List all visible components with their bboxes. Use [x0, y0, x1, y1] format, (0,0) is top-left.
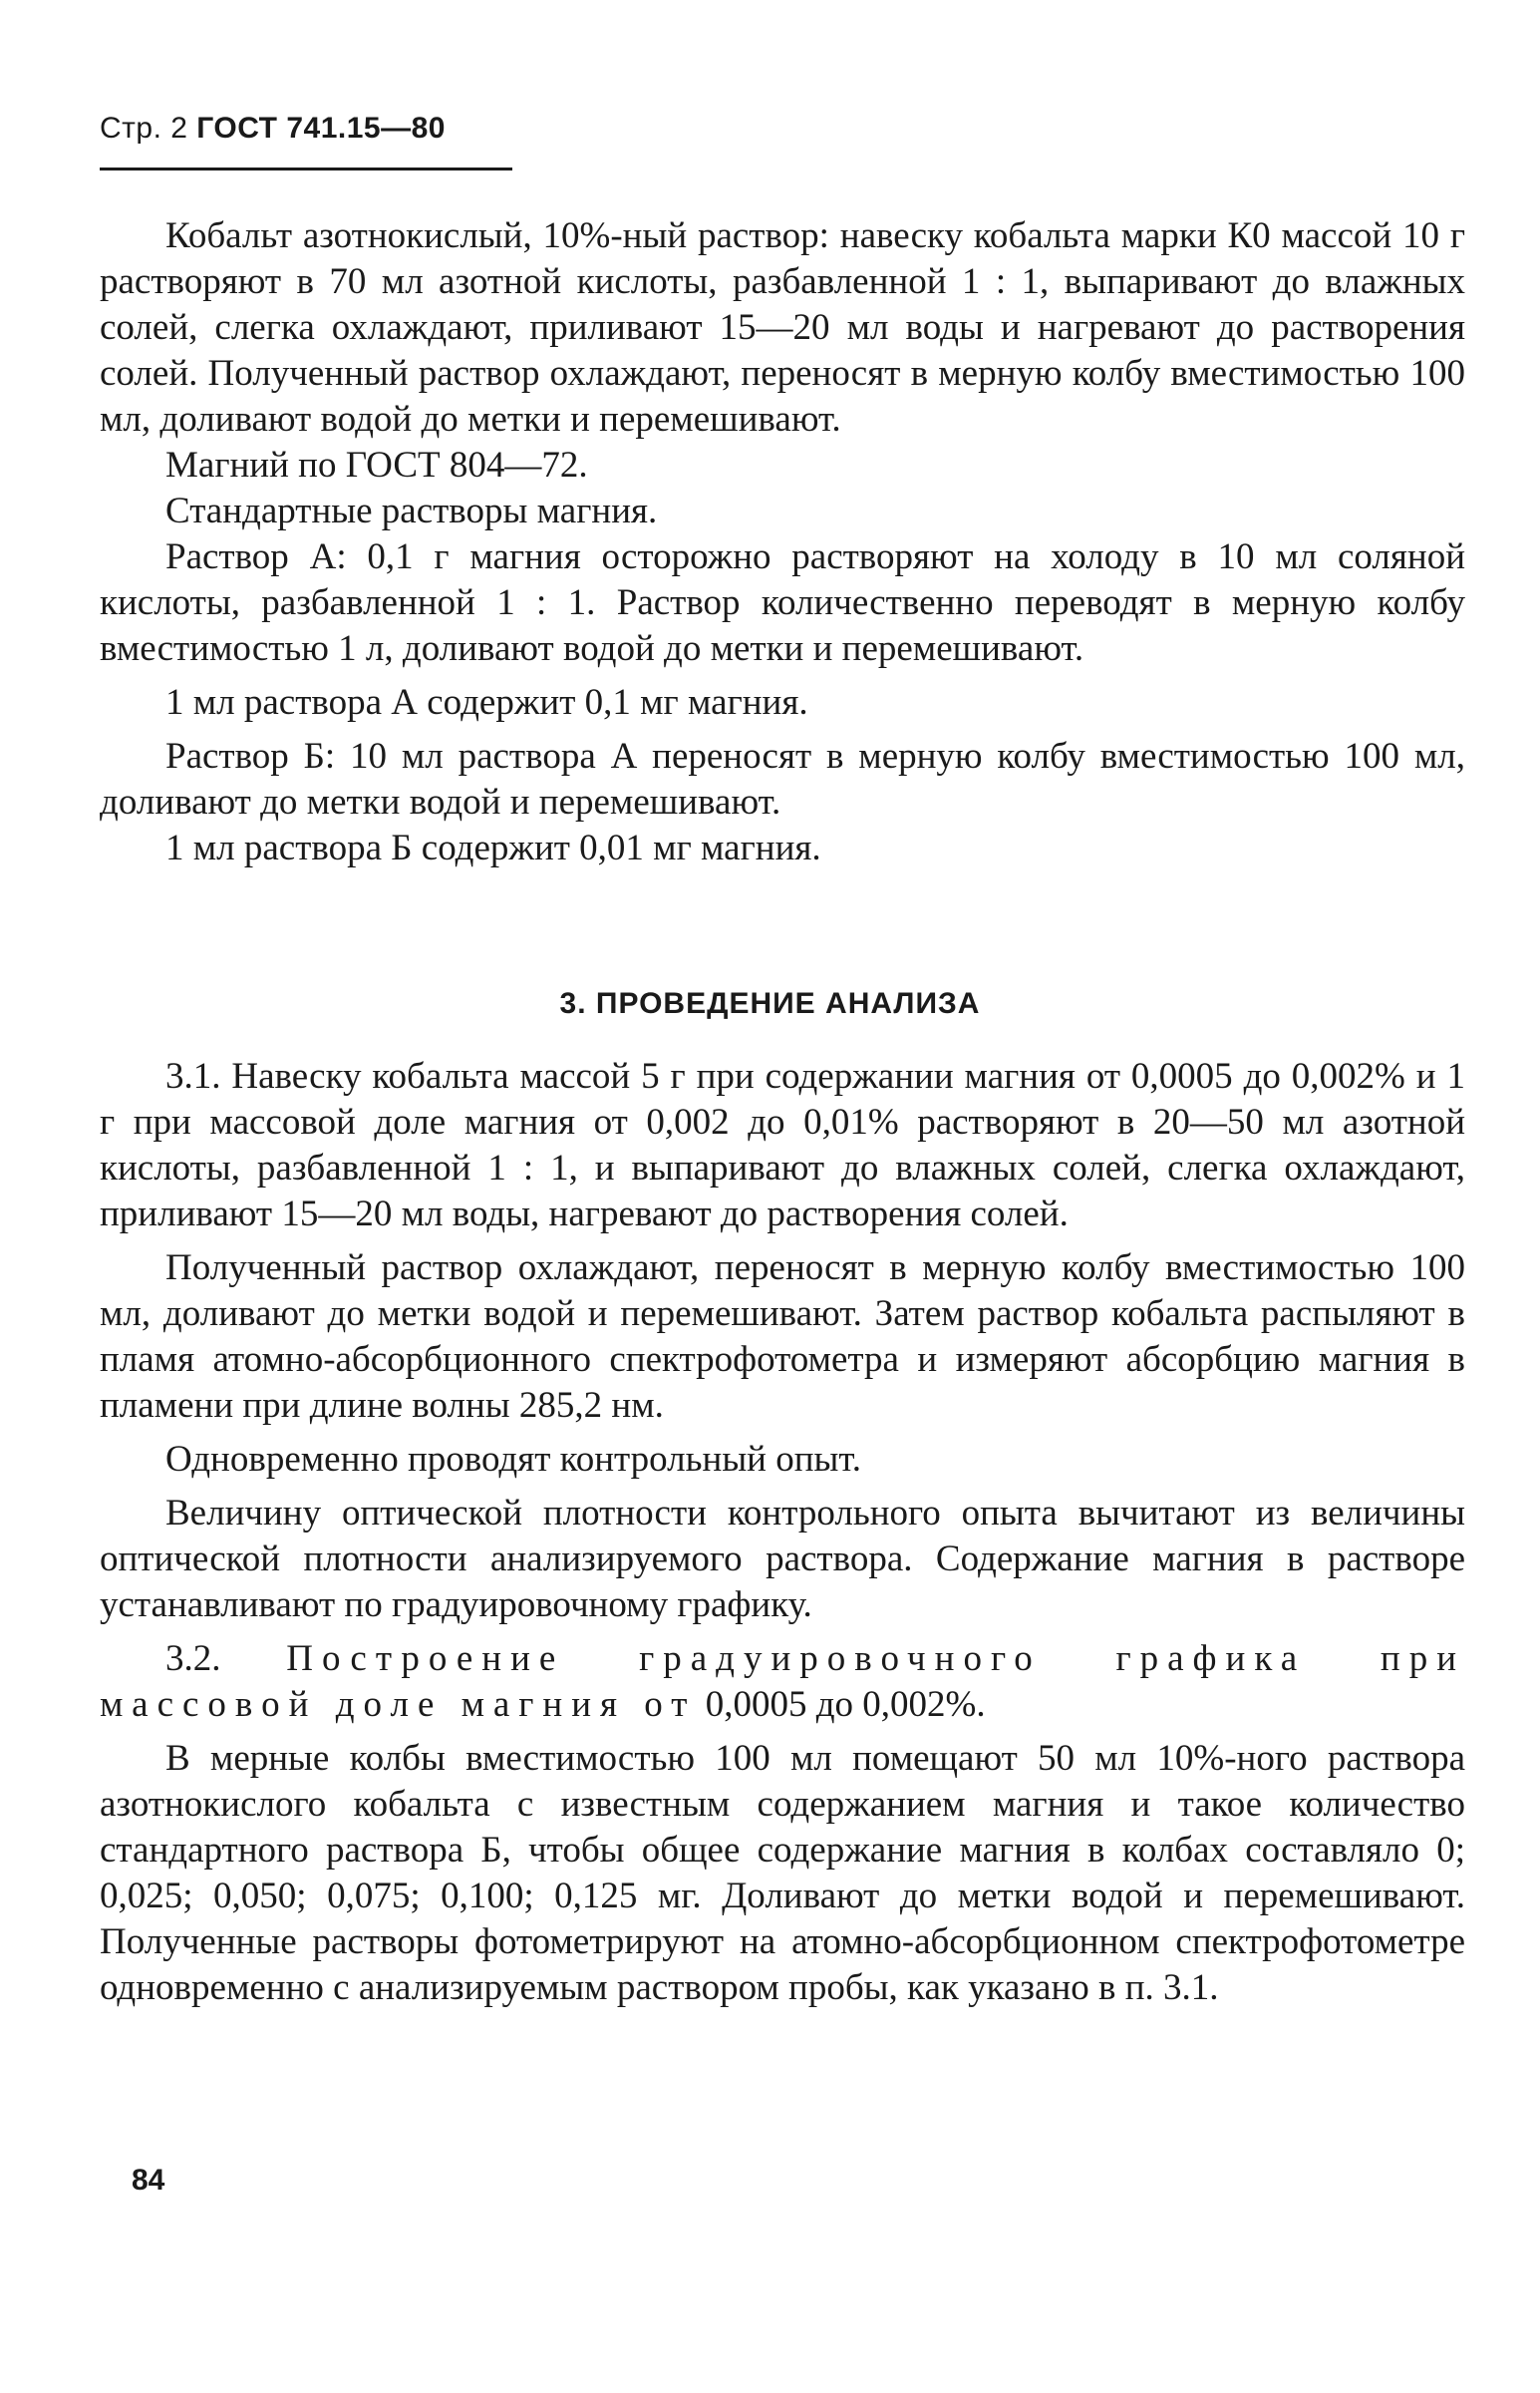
paragraph-solution-a-content: 1 мл раствора А содержит 0,1 мг магния. [165, 682, 808, 723]
page-number: 84 [132, 2164, 165, 2197]
paragraph-3-1-continued: Полученный раствор охлаждают, переносят в мерную колбу вместимостью 100 мл, доливают до метки водой и перемешивают. Затем раствор кобальта распыляют в пламя атомно-абсорбционного спектрофотометра и измеряют абсорбцию магния в пламени при длине волны 285,2 нм. [100, 1247, 1465, 1426]
paragraph-solution-b-content: 1 мл раствора Б содержит 0,01 мг магния. [165, 828, 821, 868]
section-title: 3. ПРОВЕДЕНИЕ АНАЛИЗА [559, 987, 981, 1020]
paragraph-control-test: Одновременно проводят контрольный опыт. [165, 1439, 862, 1480]
paragraph-standard-solutions: Стандартные растворы магния. [165, 491, 658, 531]
analysis-block [100, 1054, 1465, 2011]
paragraph-optical-density: Величину оптической плотности контрольного опыта вычитают из величины оптической плотности анализируемого раствора. Содержание магния в растворе устанавливают по градуировочному графику. [100, 1493, 1465, 1625]
clause-range: 0,0005 до 0,002%. [705, 1684, 986, 1725]
document-id: ГОСТ 741.15—80 [196, 112, 446, 145]
paragraph-3-1: 3.1. Навеску кобальта массой 5 г при содержании магния от 0,0005 до 0,002% и 1 г при массовой доле магния от 0,002 до 0,01% растворяют в 20—50 мл азотной кислоты, разбавленной 1 : 1, и выпаривают до влажных солей, слегка охлаждают, приливают 15—20 мл воды, нагревают до растворения солей. [100, 1056, 1465, 1234]
reagents-block [100, 213, 1465, 871]
clause-number: 3.2. [165, 1638, 221, 1679]
paragraph-3-2-heading [100, 1636, 1465, 1728]
page-label: Стр. 2 [100, 112, 188, 145]
paragraph-solution-b: Раствор Б: 10 мл раствора А переносят в мерную колбу вместимостью 100 мл, доливают до метки водой и перемешивают. [100, 736, 1465, 823]
paragraph-solution-a: Раствор А: 0,1 г магния осторожно растворяют на холоду в 10 мл соляной кислоты, разбавленной 1 : 1. Раствор количественно переводят в мерную колбу вместимостью 1 л, доливают водой до метки и перемешивают. [100, 536, 1465, 669]
clause-spaced-title: Построение градуировочного графика при массовой доле магния от [100, 1638, 1466, 1725]
header-rule [100, 168, 512, 171]
running-header [100, 112, 446, 146]
paragraph-cobalt-nitrate: Кобальт азотнокислый, 10%-ный раствор: навеску кобальта марки К0 массой 10 г растворяют в 70 мл азотной кислоты, разбавленной 1 : 1, выпаривают до влажных солей, слегка охлаждают, приливают 15—20 мл воды и нагревают до растворения солей. Полученный раствор охлаждают, переносят в мерную колбу вместимостью 100 мл, доливают водой до метки и перемешивают. [100, 215, 1465, 440]
paragraph-calibration-procedure: В мерные колбы вместимостью 100 мл помещают 50 мл 10%-ного раствора азотнокислого кобальта с известным содержанием магния и такое количество стандартного раствора Б, чтобы общее содержание магния в колбах составляло 0; 0,025; 0,050; 0,075; 0,100; 0,125 мг. Доливают до метки водой и перемешивают. Полученные растворы фотометрируют на атомно-абсорбционном спектрофотометре одновременно с анализируемым раствором пробы, как указано в п. 3.1. [100, 1738, 1465, 2008]
paragraph-magnesium-gost: Магний по ГОСТ 804—72. [165, 445, 588, 486]
